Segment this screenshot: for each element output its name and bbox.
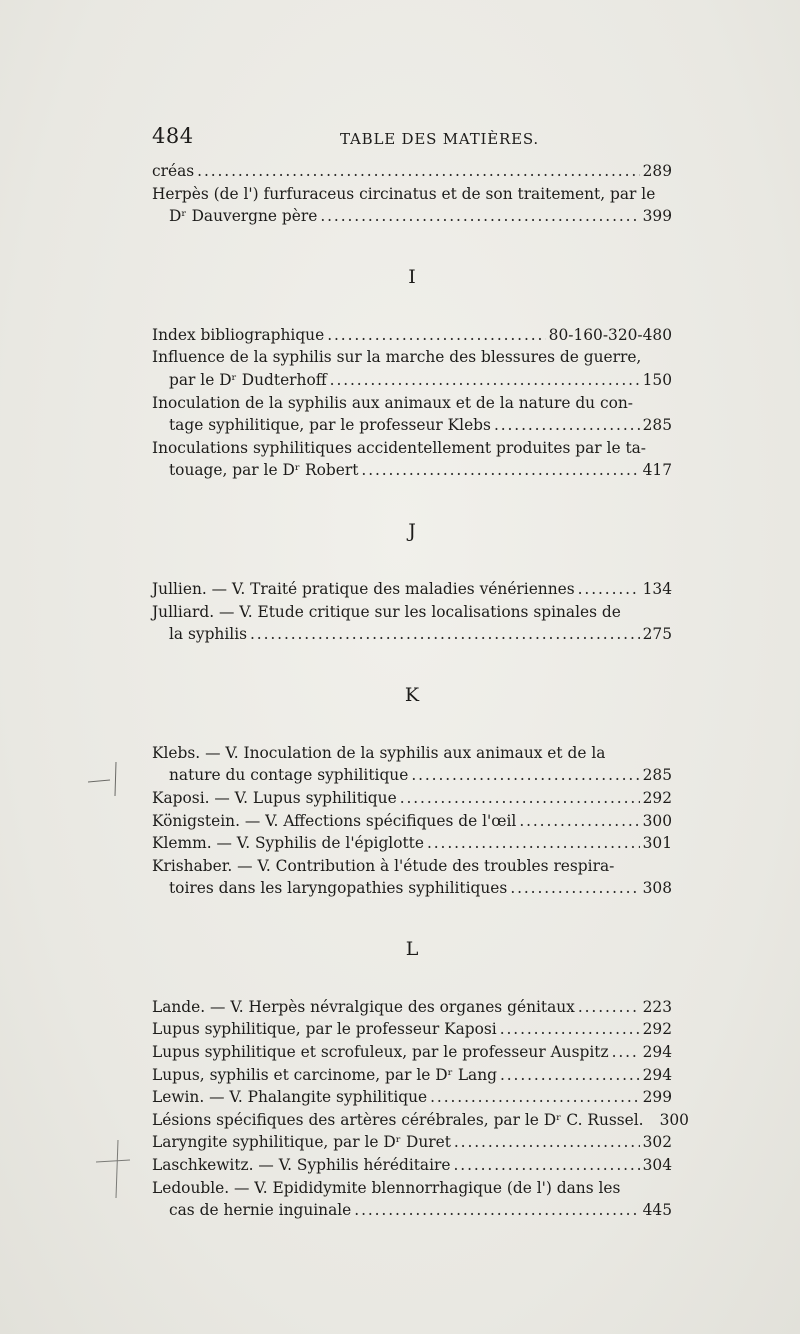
pencil-cross-mark (88, 760, 148, 800)
dot-leader (430, 1086, 639, 1109)
entry-line (152, 855, 672, 878)
entry-line (152, 414, 672, 437)
section-letter: L (405, 937, 419, 960)
entry-text: Lupus syphilitique et scrofuleux, par le professeur Auspitz (152, 1043, 609, 1062)
entry-text: tage syphilitique, par le professeur Klebs (169, 416, 491, 435)
entry-line (152, 832, 672, 855)
page-reference: 275 (642, 625, 672, 644)
index-content (152, 160, 689, 1222)
entry-text: nature du contage syphilitique (169, 766, 409, 785)
section-letter: K (404, 683, 420, 706)
index-entry (152, 1018, 672, 1041)
entry-text: touage, par le Dʳ Robert (169, 461, 359, 480)
entry-line (152, 1018, 672, 1041)
entry-text: Jullien. — V. Traité pratique des maladies vénériennes (152, 579, 575, 598)
index-entry (152, 832, 672, 855)
dot-leader (327, 324, 545, 347)
page-reference: 304 (642, 1156, 672, 1175)
entry-line (152, 459, 672, 482)
dot-leader (578, 996, 640, 1019)
dot-leader (454, 1154, 640, 1177)
entry-text: Lande. — V. Herpès névralgique des organes génitaux (152, 997, 575, 1016)
entry-line (152, 601, 672, 624)
page-reference: 285 (642, 416, 672, 435)
entry-line (152, 392, 672, 415)
dot-leader (400, 787, 640, 810)
entry-text: Inoculation de la syphilis aux animaux et de la nature du con- (152, 393, 633, 412)
entry-line (152, 1086, 672, 1109)
index-entry (152, 437, 672, 482)
entry-line (152, 183, 672, 206)
entry-text: Influence de la syphilis sur la marche des blessures de guerre, (152, 348, 642, 367)
dot-leader (427, 832, 640, 855)
page-reference: 302 (642, 1133, 672, 1152)
entry-text: Laryngite syphilitique, par le Dʳ Duret (152, 1133, 451, 1152)
page-reference: 294 (642, 1065, 672, 1084)
index-entry (152, 1177, 672, 1222)
entry-text: Lupus syphilitique, par le professeur Kaposi (152, 1020, 497, 1039)
entry-text: Kaposi. — V. Lupus syphilitique (152, 788, 397, 807)
dot-leader (454, 1131, 640, 1154)
entry-line (152, 1154, 672, 1177)
dot-leader (354, 1199, 639, 1222)
index-entry (152, 1064, 672, 1087)
dot-leader (197, 160, 639, 183)
entry-line (152, 1177, 672, 1200)
index-entry (152, 578, 672, 601)
index-entry (152, 1041, 672, 1064)
dot-leader (500, 1018, 640, 1041)
page-reference: 150 (642, 370, 672, 389)
page-reference: 299 (642, 1088, 672, 1107)
entry-text: Herpès (de l') furfuraceus circinatus et de son traitement, par le (152, 184, 656, 203)
entry-text: Klemm. — V. Syphilis de l'épiglotte (152, 834, 424, 853)
page-reference: 294 (642, 1043, 672, 1062)
entry-text: Lupus, syphilis et carcinome, par le Dʳ Lang (152, 1065, 497, 1084)
dot-leader (612, 1041, 640, 1064)
page-reference: 134 (642, 579, 672, 598)
entry-text: Dʳ Dauvergne père (169, 207, 318, 226)
dot-leader (411, 764, 639, 787)
dot-leader (578, 578, 640, 601)
entry-text: Ledouble. — V. Epididymite blennorrhagique (de l') dans les (152, 1178, 621, 1197)
page-reference: 80-160-320-480 (548, 325, 672, 344)
entry-line (152, 346, 672, 369)
entry-line (152, 877, 672, 900)
page-reference: 289 (642, 162, 672, 180)
page-number: 484 (152, 124, 194, 148)
page-reference: 399 (642, 207, 672, 226)
entry-text: Lewin. — V. Phalangite syphilitique (152, 1088, 428, 1107)
entry-line (152, 369, 672, 392)
index-entry (152, 601, 672, 646)
index-entry (152, 324, 672, 347)
index-entry (152, 855, 672, 900)
index-entry (152, 183, 672, 228)
dot-leader (330, 369, 640, 392)
index-entry (152, 1086, 672, 1109)
entry-line (152, 764, 672, 787)
page-reference: 223 (642, 997, 672, 1016)
page-reference: 301 (642, 834, 672, 853)
page-reference: 300 (659, 1110, 689, 1129)
entry-line (152, 996, 672, 1019)
entry-line (152, 1041, 672, 1064)
index-entry (152, 787, 672, 810)
index-entry (152, 1109, 689, 1132)
page-reference: 292 (642, 788, 672, 807)
running-title: TABLE DES MATIÈRES. (340, 130, 539, 148)
page-reference: 285 (642, 766, 672, 785)
page-reference: 308 (642, 879, 672, 898)
dot-leader (494, 414, 640, 437)
page-reference: 445 (642, 1201, 672, 1220)
index-entry (152, 160, 672, 183)
index-entry (152, 810, 672, 833)
index-entry (152, 346, 672, 391)
dot-leader (519, 810, 639, 833)
entry-text: cas de hernie inguinale (169, 1201, 352, 1220)
section-letter: I (408, 265, 416, 288)
entry-line (152, 1064, 672, 1087)
index-entry (152, 392, 672, 437)
entry-text: Inoculations syphilitiques accidentellement produites par le ta- (152, 438, 647, 457)
section-letter: J (408, 519, 416, 542)
dot-leader (510, 877, 639, 900)
entry-line (152, 742, 672, 765)
entry-text: Julliard. — V. Etude critique sur les localisations spinales de (152, 602, 621, 621)
entry-text: Index bibliographique (152, 325, 325, 344)
entry-line (152, 160, 672, 183)
entry-line (152, 1109, 689, 1132)
index-entry (152, 742, 672, 787)
entry-text: Lésions spécifiques des artères cérébrales, par le Dʳ C. Russel. (152, 1110, 644, 1129)
index-entry (152, 1131, 672, 1154)
entry-text: créas (152, 162, 195, 180)
entry-line (152, 623, 672, 646)
entry-text: Laschkewitz. — V. Syphilis héréditaire (152, 1156, 451, 1175)
dot-leader (250, 623, 640, 646)
pencil-cross-mark (96, 1140, 146, 1200)
dot-leader (320, 205, 639, 228)
index-entry (152, 1154, 672, 1177)
page-reference: 292 (642, 1020, 672, 1039)
entry-line (152, 578, 672, 601)
dot-leader (361, 459, 639, 482)
entry-line (152, 1199, 672, 1222)
entry-text: la syphilis (169, 625, 248, 644)
dot-leader (500, 1064, 640, 1087)
entry-line (152, 787, 672, 810)
page-reference: 300 (642, 811, 672, 830)
entry-text: par le Dʳ Dudterhoff (169, 370, 327, 389)
entry-line (152, 205, 672, 228)
page-reference: 417 (642, 461, 672, 480)
entry-line (152, 437, 672, 460)
entry-text: Krishaber. — V. Contribution à l'étude des troubles respira- (152, 856, 615, 875)
index-entry (152, 996, 672, 1019)
entry-line (152, 1131, 672, 1154)
entry-text: toires dans les laryngopathies syphilitiques (169, 879, 508, 898)
entry-line (152, 810, 672, 833)
page-header (152, 124, 672, 154)
entry-line (152, 324, 672, 347)
entry-text: Königstein. — V. Affections spécifiques de l'œil (152, 811, 517, 830)
entry-text: Klebs. — V. Inoculation de la syphilis aux animaux et de la (152, 743, 606, 762)
